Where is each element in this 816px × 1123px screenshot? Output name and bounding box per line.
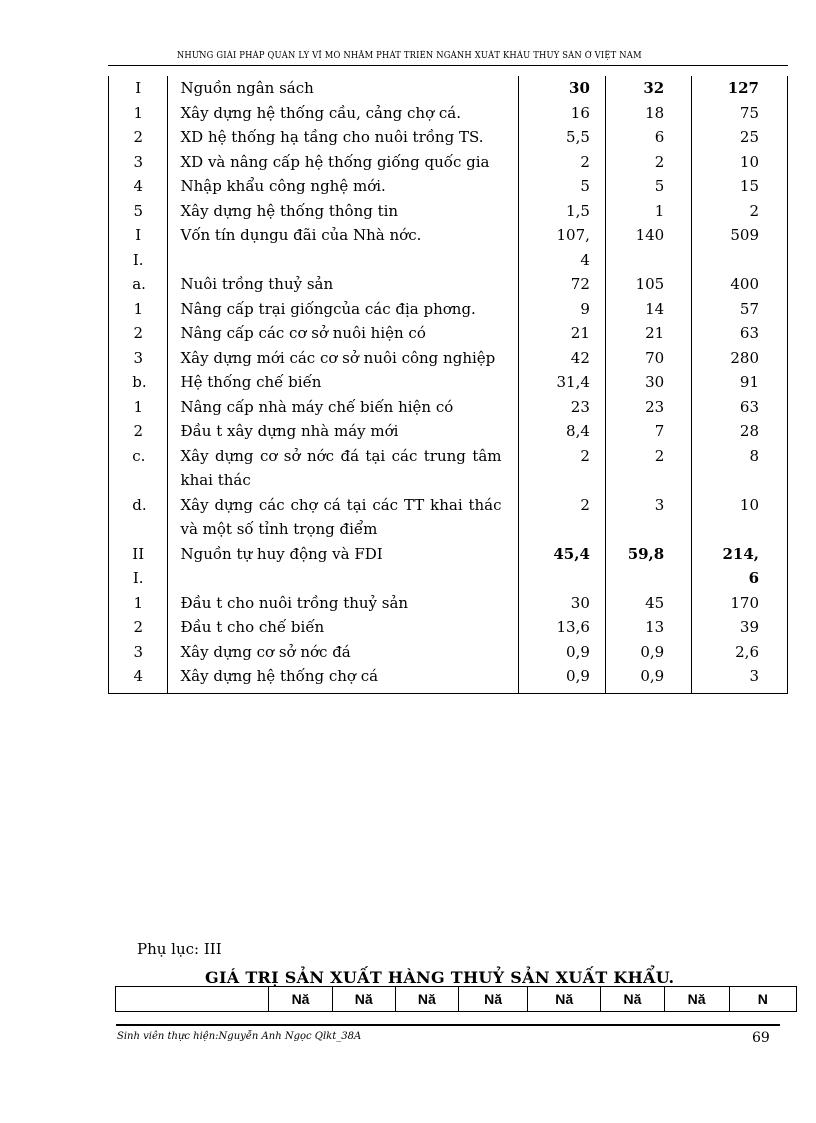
value-col-1: 72 <box>518 272 605 297</box>
value-col-3: 400 <box>692 272 788 297</box>
table-row <box>109 76 788 101</box>
table-row <box>109 493 788 542</box>
item-name: Xây dựng hệ thống cầu, cảng chợ cá. <box>168 101 518 126</box>
item-name: Đầu t cho chế biến <box>168 615 518 640</box>
value-col-1: 107, 4 <box>518 223 605 272</box>
item-name: Xây dựng cơ sở nớc đá <box>168 640 518 665</box>
value-col-3: 509 <box>692 223 788 272</box>
row-index: c. <box>109 444 168 493</box>
row-index: 1 <box>109 591 168 616</box>
value-col-2: 30 <box>605 370 691 395</box>
item-name: Nâng cấp trại giốngcủa các địa phơng. <box>168 297 518 322</box>
item-name: Đầu t xây dựng nhà máy mới <box>168 419 518 444</box>
page-number: 69 <box>752 1030 770 1046</box>
header-cell-blank <box>116 987 269 1012</box>
item-name: Đầu t cho nuôi trồng thuỷ sản <box>168 591 518 616</box>
row-index: b. <box>109 370 168 395</box>
item-name: Nâng cấp các cơ sở nuôi hiện có <box>168 321 518 346</box>
table-header-row <box>116 987 797 1012</box>
value-col-1: 2 <box>518 493 605 542</box>
header-cell-year: N <box>729 987 796 1012</box>
value-col-1: 21 <box>518 321 605 346</box>
value-col-1: 9 <box>518 297 605 322</box>
value-col-3: 214, 6 <box>692 542 788 591</box>
header-cell-year: Nă <box>395 987 458 1012</box>
header-cell-year: Nă <box>601 987 664 1012</box>
value-col-1: 45,4 <box>518 542 605 591</box>
value-col-2: 5 <box>605 174 691 199</box>
value-col-2: 45 <box>605 591 691 616</box>
table-row <box>109 542 788 591</box>
row-index: a. <box>109 272 168 297</box>
value-col-3: 63 <box>692 395 788 420</box>
value-col-3: 127 <box>692 76 788 101</box>
row-index: 1 <box>109 395 168 420</box>
table-row <box>109 615 788 640</box>
value-col-3: 280 <box>692 346 788 371</box>
item-name: Vốn tín dụngu đãi của Nhà nớc. <box>168 223 518 272</box>
header-cell-year: Nă <box>269 987 332 1012</box>
row-index: 3 <box>109 150 168 175</box>
investment-table <box>108 76 788 694</box>
item-name: Xây dựng hệ thống thông tin <box>168 199 518 224</box>
value-col-3: 170 <box>692 591 788 616</box>
value-col-1: 5,5 <box>518 125 605 150</box>
value-col-1: 2 <box>518 444 605 493</box>
row-index: 2 <box>109 419 168 444</box>
value-col-2: 18 <box>605 101 691 126</box>
row-index: 4 <box>109 664 168 693</box>
row-index: 2 <box>109 615 168 640</box>
value-col-3: 2 <box>692 199 788 224</box>
table-row <box>109 101 788 126</box>
row-index: 1 <box>109 101 168 126</box>
value-col-3: 2,6 <box>692 640 788 665</box>
value-col-3: 3 <box>692 664 788 693</box>
value-col-3: 63 <box>692 321 788 346</box>
value-col-2: 13 <box>605 615 691 640</box>
value-col-1: 30 <box>518 591 605 616</box>
row-index: d. <box>109 493 168 542</box>
table-row <box>109 395 788 420</box>
row-index: 2 <box>109 321 168 346</box>
value-col-1: 0,9 <box>518 640 605 665</box>
table-row <box>109 174 788 199</box>
table-row <box>109 125 788 150</box>
value-col-2: 32 <box>605 76 691 101</box>
value-col-2: 105 <box>605 272 691 297</box>
header-cell-year: Nă <box>664 987 729 1012</box>
row-index: 5 <box>109 199 168 224</box>
value-col-1: 30 <box>518 76 605 101</box>
value-col-3: 10 <box>692 493 788 542</box>
table-row <box>109 444 788 493</box>
table-row <box>109 591 788 616</box>
item-name: Xây dựng hệ thống chợ cá <box>168 664 518 693</box>
header-divider <box>108 65 788 66</box>
table-row <box>109 664 788 693</box>
table-row <box>109 419 788 444</box>
header-cell-year: Nă <box>458 987 527 1012</box>
value-col-2: 2 <box>605 444 691 493</box>
row-index: 3 <box>109 640 168 665</box>
table-row <box>109 297 788 322</box>
row-index: 4 <box>109 174 168 199</box>
value-col-1: 5 <box>518 174 605 199</box>
item-name: XD hệ thống hạ tầng cho nuôi trồng TS. <box>168 125 518 150</box>
item-name: Nguồn ngân sách <box>168 76 518 101</box>
value-col-2: 6 <box>605 125 691 150</box>
table-row <box>109 223 788 272</box>
item-name: Hệ thống chế biến <box>168 370 518 395</box>
value-col-1: 23 <box>518 395 605 420</box>
header-cell-year: Nă <box>332 987 395 1012</box>
value-col-3: 10 <box>692 150 788 175</box>
value-col-3: 91 <box>692 370 788 395</box>
item-name: Nâng cấp nhà máy chế biến hiện có <box>168 395 518 420</box>
table-row <box>109 321 788 346</box>
value-col-2: 59,8 <box>605 542 691 591</box>
value-col-3: 8 <box>692 444 788 493</box>
item-name: Xây dựng cơ sở nớc đá tại các trung tâm khai thác <box>168 444 518 493</box>
row-index: 1 <box>109 297 168 322</box>
item-name: Nhập khẩu công nghệ mới. <box>168 174 518 199</box>
table-row <box>109 370 788 395</box>
table-row <box>109 150 788 175</box>
value-col-2: 70 <box>605 346 691 371</box>
footer-author: Sinh viên thực hiện:Nguyễn Anh Ngọc Qlkt_38A <box>117 1031 362 1042</box>
value-col-3: 57 <box>692 297 788 322</box>
row-index: I <box>109 76 168 101</box>
item-name: Nguồn tự huy động và FDI <box>168 542 518 591</box>
item-name: Xây dựng mới các cơ sở nuôi công nghiệp <box>168 346 518 371</box>
value-col-1: 31,4 <box>518 370 605 395</box>
value-col-2: 140 <box>605 223 691 272</box>
row-index: II. <box>109 223 168 272</box>
value-col-2: 3 <box>605 493 691 542</box>
appendix-label: Phụ lục: III <box>137 940 222 958</box>
item-name: Nuôi trồng thuỷ sản <box>168 272 518 297</box>
value-col-2: 7 <box>605 419 691 444</box>
value-col-3: 39 <box>692 615 788 640</box>
value-col-1: 1,5 <box>518 199 605 224</box>
value-col-2: 1 <box>605 199 691 224</box>
value-col-2: 2 <box>605 150 691 175</box>
value-col-3: 15 <box>692 174 788 199</box>
section-title: GIÁ TRỊ SẢN XUẤT HÀNG THUỶ SẢN XUẤT KHẨU. <box>205 968 675 987</box>
value-col-3: 75 <box>692 101 788 126</box>
value-col-2: 14 <box>605 297 691 322</box>
header-cell-year: Nă <box>528 987 601 1012</box>
value-col-2: 0,9 <box>605 664 691 693</box>
table-row <box>109 346 788 371</box>
row-index: 3 <box>109 346 168 371</box>
table-row <box>109 272 788 297</box>
item-name: XD và nâng cấp hệ thống giống quốc gia <box>168 150 518 175</box>
table-row <box>109 640 788 665</box>
value-col-1: 0,9 <box>518 664 605 693</box>
value-col-1: 2 <box>518 150 605 175</box>
value-col-3: 25 <box>692 125 788 150</box>
footer-divider <box>116 1024 780 1026</box>
value-col-3: 28 <box>692 419 788 444</box>
running-header: NHỮNG GIẢI PHÁP QUẢN LÝ VĨ MÔ NHẰM PHÁT TRIỂN NGÀNH XUẤT KHẨU THUỶ SẢN Ở VIỆT NAM <box>176 51 642 61</box>
value-col-1: 16 <box>518 101 605 126</box>
export-value-table <box>115 986 797 1012</box>
table-row <box>109 199 788 224</box>
value-col-1: 13,6 <box>518 615 605 640</box>
value-col-2: 0,9 <box>605 640 691 665</box>
value-col-1: 42 <box>518 346 605 371</box>
item-name: Xây dựng các chợ cá tại các TT khai thác và một số tỉnh trọng điểm <box>168 493 518 542</box>
row-index: 2 <box>109 125 168 150</box>
value-col-2: 21 <box>605 321 691 346</box>
value-col-2: 23 <box>605 395 691 420</box>
value-col-1: 8,4 <box>518 419 605 444</box>
row-index: III. <box>109 542 168 591</box>
